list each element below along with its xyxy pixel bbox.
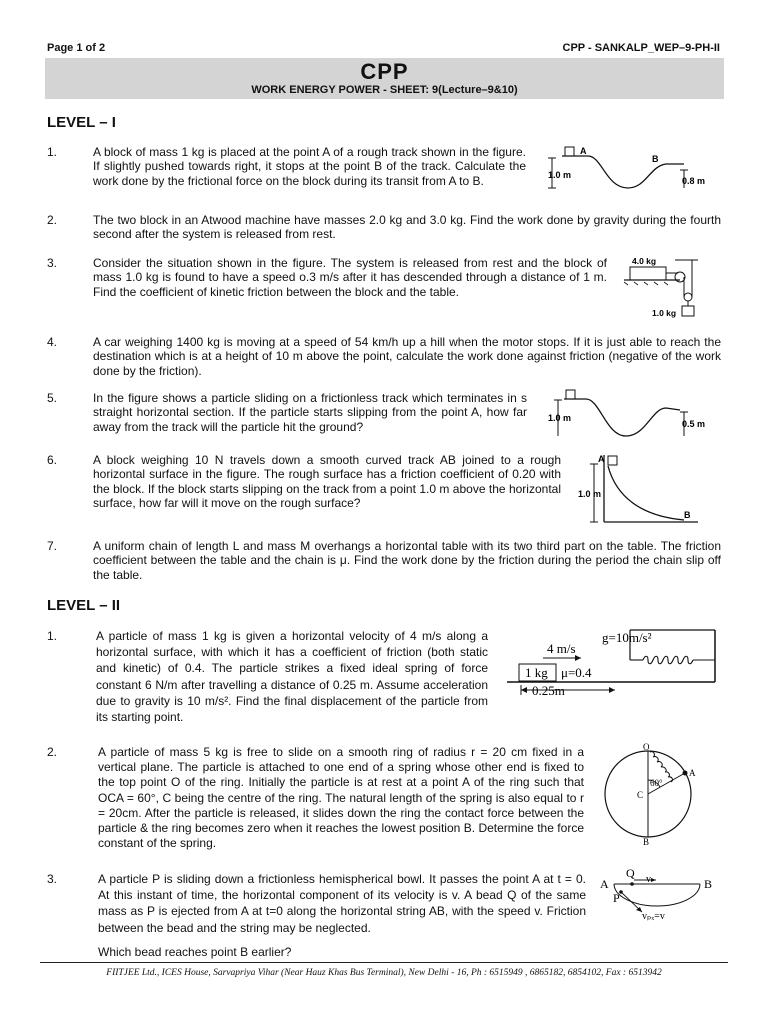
fig5-height-b: 0.5 m [682,419,706,429]
l1-q2-text: The two block in an Atwood machine have masses 2.0 kg and 3.0 kg. Find the work done by gravity during the fourth second after the system is released from rest. [93,213,721,242]
fig9-angle: 60° [650,778,663,788]
figure-table-pulley [620,252,720,324]
fig10-component: vₚₓ=v [642,911,665,922]
l2-q2-text: A particle of mass 5 kg is free to slide on a smooth ring of radius r = 20 cm fixed in a vertical plane. The particle is attached to one end of a spring whose other end is fixed to the top point O of the ring. Initially the particle is at rest at a point A of the ring such that OCA = 60°, C being the centre of the ring. The natural length of the spring is also equal to r = 20cm. After the particle is released, it slides down the ring the contact force between the particle & the ring becomes zero when it reaches the lowest position B. Determine the force constant of the spring. [98,745,584,851]
sheet-subtitle: WORK ENERGY POWER - SHEET: 9(Lecture–9&10) [251,84,518,96]
figure-hemispherical-bowl [596,866,720,926]
fig8-velocity: 4 m/s [547,641,576,656]
figure-frictionless-track [540,388,720,444]
level-1-heading: LEVEL – I [47,114,116,131]
l1-q7-text: A uniform chain of length L and mass M overhangs a horizontal table with its two third part on the table. The friction coefficient between the table and the chain is μ. Find the work done by the friction during the period the chain slip off the table. [93,539,721,582]
fig6-height: 1.0 m [578,489,602,499]
fig10-label-b: B [704,877,713,891]
footer-address: FIITJEE Ltd., ICES House, Sarvapriya Vihar (Near Hauz Khas Bus Terminal), New Delhi - 16, Ph : 6515949 , 6865182, 6854102, Fax : 6513942 [106,968,662,978]
l1-q3-number: 3. [47,256,58,270]
fig10-velocity: v [646,874,651,885]
page-number: Page 1 of 2 [47,42,106,54]
l1-q6-text: A block weighing 10 N travels down a smooth curved track AB joined to a rough horizontal surface in the figure. The rough surface has a friction coefficient of 0.20 with the block. If the block starts slipping on the track from a point 1.0 m above the horizontal surface, how far will it move on the rough surface? [93,453,561,511]
fig9-label-o: O [643,742,650,752]
figure-ring-spring [600,740,710,852]
fig8-friction: μ=0.4 [561,665,592,680]
l2-q3-text: A particle P is sliding down a frictionless hemispherical bowl. It passes the point A at t = 0. At this instant of time, the horizontal component of its velocity is v. A bead Q of the same mass as P is ejected from A at t=0 along the horizontal string AB, with the speed v. Friction between the bead and the string may be neglected. [98,872,586,935]
title-banner [45,58,724,99]
l1-q4-number: 4. [47,335,58,349]
l1-q4-text: A car weighing 1400 kg is moving at a speed of 54 km/h up a hill when the motor stops. If it is just able to reach the destination which is at a height of 10 m above the point, calculate the work done against friction (negative of the work done by the friction). [93,335,721,378]
fig6-label-b: B [684,510,691,520]
footer-rule [40,962,728,963]
fig3-block-b-mass: 1.0 kg [652,308,677,318]
document-code: CPP - SANKALP_WEP–9-PH-II [562,42,720,54]
fig1-height-a: 1.0 m [548,170,572,180]
fig1-height-b: 0.8 m [682,176,706,186]
fig9-label-a: A [689,768,696,778]
l2-q1-text: A particle of mass 1 kg is given a horizontal velocity of 4 m/s along a horizontal surface, with which it has a coefficient of friction (both static and kinetic) of 0.4. The particle strikes a fixed ideal spring of force constant 6 N/m after travelling a distance of 0.25 m. Assume acceleration due to gravity is 10 m/s². Find the final displacement of the particle from its starting point. [96,629,488,725]
fig9-label-c: C [637,790,644,800]
figure-curved-track [574,450,704,530]
fig9-label-b: B [643,837,650,847]
fig10-label-a: A [600,877,609,891]
l1-q5-number: 5. [47,391,58,405]
l1-q1-number: 1. [47,145,58,159]
fig8-mass: 1 kg [525,665,548,680]
level-2-heading: LEVEL – II [47,597,121,614]
fig8-gravity: g=10m/s² [602,630,652,645]
l1-q3-text: Consider the situation shown in the figure. The system is released from rest and the block of mass 1.0 kg is found to have a speed o.3 m/s after it has descended through a distance of 1 m. Find the coefficient of kinetic friction between the block and the table. [93,256,607,299]
l2-q1-number: 1. [47,629,58,643]
fig6-label-a: A [598,454,605,464]
figure-block-spring [505,626,720,702]
l1-q6-number: 6. [47,453,58,467]
figure-rough-track [540,140,720,200]
l1-q7-number: 7. [47,539,58,553]
fig8-distance: 0.25m [532,683,565,698]
l2-q2-number: 2. [47,745,58,759]
fig1-label-b: B [652,154,659,164]
l1-q2-number: 2. [47,213,58,227]
l2-q3-number: 3. [47,872,58,886]
fig10-label-p: P [613,891,620,905]
l1-q1-text: A block of mass 1 kg is placed at the point A of a rough track shown in the figure. If slightly pushed towards right, it stops at the point B of the track. Calculate the work done by the frictional force on the block during its transit from A to B. [93,145,526,188]
sheet-title: CPP [360,59,409,84]
l1-q5-text: In the figure shows a particle sliding on a frictionless track which terminates in s straight horizontal section. If the particle starts slipping from the point A, how far away from the track will the particle hit the ground? [93,391,527,434]
l2-q3-question: Which bead reaches point B earlier? [98,945,292,959]
fig5-height-a: 1.0 m [548,413,572,423]
fig3-block-a-mass: 4.0 kg [632,256,657,266]
fig1-label-a: A [580,146,587,156]
fig10-label-q: Q [626,866,635,880]
